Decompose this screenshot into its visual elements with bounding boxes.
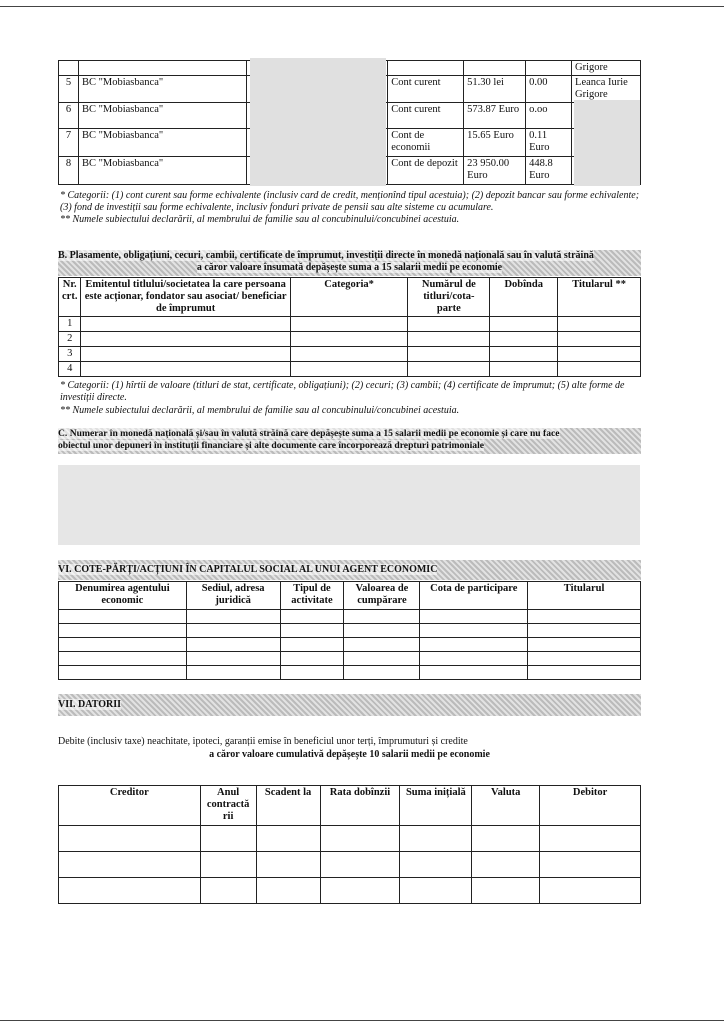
cell xyxy=(420,652,528,666)
col-header: Dobînda xyxy=(490,278,558,317)
col-header: Suma inițială xyxy=(400,786,472,826)
cell xyxy=(558,347,641,362)
col-header: Titularul xyxy=(528,582,641,610)
col-header: Rata dobînzii xyxy=(320,786,400,826)
cell xyxy=(290,332,408,347)
titular-cell: Grigore xyxy=(572,61,641,76)
section-vii-table xyxy=(58,785,641,904)
row-number: 5 xyxy=(59,76,79,103)
col-header: Categoria* xyxy=(290,278,408,317)
cell xyxy=(408,317,490,332)
account-interest: 0.11 Euro xyxy=(526,129,572,157)
account-sum: 573.87 Euro xyxy=(464,103,526,129)
section-vii-intro-line1: Debite (inclusiv taxe) neachitate, ipoteci, garanții emise în beneficiul unor terți, împrumuturi și credite xyxy=(58,736,468,747)
titular-note: ** Numele subiectului declarării, al membrului de familie sau al concubinului/concubinei acestuia. xyxy=(60,405,460,416)
section-b-title-line2: a căror valoare însumată depășește suma a 15 salarii medii pe economie xyxy=(196,262,503,273)
categories-note: * Categorii: (1) hîrtii de valoare (titluri de stat, certificate, obligațiuni); (2) cecuri; (3) cambii; (4) certificate de împrumut; (5) alte forme de investiții directe. xyxy=(60,380,625,403)
cell xyxy=(344,610,420,624)
cell xyxy=(408,332,490,347)
cell xyxy=(420,624,528,638)
cell xyxy=(186,638,280,652)
cell xyxy=(472,826,540,852)
cell xyxy=(490,332,558,347)
cell xyxy=(59,878,201,904)
section-c-title-line1: C. Numerar în monedă națională și/sau în valută străină care depășește suma a 15 salarii medii pe economie și care nu face xyxy=(58,428,560,439)
col-header: Cota de participare xyxy=(420,582,528,610)
cell xyxy=(200,852,256,878)
cell xyxy=(490,317,558,332)
cell xyxy=(280,666,344,680)
cell xyxy=(320,826,400,852)
account-category: Cont de economii xyxy=(388,129,464,157)
cell xyxy=(344,624,420,638)
account-sum: 15.65 Euro xyxy=(464,129,526,157)
row-number: 3 xyxy=(59,347,81,362)
cell xyxy=(59,624,187,638)
bank-name: BC "Mobiasbanca" xyxy=(78,157,246,185)
section-vii-title: VII. DATORII xyxy=(58,699,121,710)
cell xyxy=(200,826,256,852)
section-b-table xyxy=(58,277,641,377)
cell xyxy=(420,638,528,652)
cell xyxy=(490,362,558,377)
cell xyxy=(528,652,641,666)
col-header: Anul contractă rii xyxy=(200,786,256,826)
cell xyxy=(408,362,490,377)
cell xyxy=(558,332,641,347)
bank-name: BC "Mobiasbanca" xyxy=(78,76,246,103)
categories-note: * Categorii: (1) cont curent sau forme echivalente (inclusiv card de credit, menționînd tipul acestuia); (2) depozit bancar sau forme echivalente; (3) fond de investiții sau forme echivalente, inclusiv fonduri private de pensii sau alte sisteme cu acumulare. xyxy=(60,190,640,213)
redaction-block xyxy=(58,465,640,545)
cell xyxy=(290,347,408,362)
cell xyxy=(540,826,641,852)
cell xyxy=(280,624,344,638)
section-b-title-line1: B. Plasamente, obligațiuni, cecuri, cambii, certificate de împrumut, investiții directe în monedă națională sau în valută străină xyxy=(58,250,594,261)
row-number: 6 xyxy=(59,103,79,129)
cell xyxy=(472,852,540,878)
col-header: Valuta xyxy=(472,786,540,826)
section-vi-table xyxy=(58,581,641,680)
cell xyxy=(290,362,408,377)
cell xyxy=(400,826,472,852)
col-header: Tipul de activitate xyxy=(280,582,344,610)
cell xyxy=(526,61,572,76)
bank-name: BC "Mobiasbanca" xyxy=(78,129,246,157)
cell xyxy=(186,610,280,624)
cell xyxy=(344,638,420,652)
row-number: 1 xyxy=(59,317,81,332)
col-header: Sediul, adresa juridică xyxy=(186,582,280,610)
cell xyxy=(280,638,344,652)
col-header: Emitentul titlului/societatea la care persoana este acționar, fondator sau asociat/ beneficiar de împrumut xyxy=(81,278,290,317)
cell xyxy=(280,610,344,624)
cell xyxy=(59,638,187,652)
cell xyxy=(59,666,187,680)
row-number: 7 xyxy=(59,129,79,157)
cell xyxy=(59,826,201,852)
cell xyxy=(81,362,290,377)
cell xyxy=(464,61,526,76)
cell xyxy=(490,347,558,362)
bank-name: BC "Mobiasbanca" xyxy=(78,103,246,129)
section-c-header xyxy=(58,428,641,454)
col-header: Scadent la xyxy=(256,786,320,826)
col-header: Debitor xyxy=(540,786,641,826)
cell xyxy=(256,826,320,852)
section-b-header xyxy=(58,250,641,276)
cell xyxy=(186,652,280,666)
cell xyxy=(420,610,528,624)
bottom-rule xyxy=(0,1020,724,1021)
section-vi-title: VI. COTE-PĂRȚI/ACȚIUNI ÎN CAPITALUL SOCIAL AL UNUI AGENT ECONOMIC xyxy=(58,564,438,575)
cell xyxy=(256,878,320,904)
cell xyxy=(420,666,528,680)
account-sum: 23 950.00 Euro xyxy=(464,157,526,185)
cell xyxy=(400,852,472,878)
col-header: Valoarea de cumpărare xyxy=(344,582,420,610)
cell xyxy=(558,317,641,332)
row-number: 8 xyxy=(59,157,79,185)
cell xyxy=(388,61,464,76)
section-vi-header xyxy=(58,560,641,580)
col-header: Titularul ** xyxy=(558,278,641,317)
account-interest: o.oo xyxy=(526,103,572,129)
cell xyxy=(290,317,408,332)
section-vii-intro-line2: a căror valoare cumulativă depășește 10 salarii medii pe economie xyxy=(209,749,490,760)
cell xyxy=(280,652,344,666)
cell xyxy=(400,878,472,904)
cell xyxy=(59,610,187,624)
account-interest: 448.8 Euro xyxy=(526,157,572,185)
section-vii-header xyxy=(58,694,641,716)
account-category: Cont curent xyxy=(388,103,464,129)
cell xyxy=(408,347,490,362)
cell xyxy=(320,852,400,878)
cell xyxy=(528,638,641,652)
redaction-block xyxy=(574,100,640,186)
cell xyxy=(81,317,290,332)
cell xyxy=(78,61,246,76)
col-header: Nr. crt. xyxy=(59,278,81,317)
cell xyxy=(320,878,400,904)
cell xyxy=(81,347,290,362)
cell xyxy=(81,332,290,347)
account-category: Cont de depozit xyxy=(388,157,464,185)
cell xyxy=(528,666,641,680)
top-rule xyxy=(0,6,724,7)
titular-note: ** Numele subiectului declarării, al membrului de familie sau al concubinului/concubinei acestuia. xyxy=(60,214,460,225)
cell xyxy=(528,610,641,624)
col-header: Denumirea agentului economic xyxy=(59,582,187,610)
account-interest: 0.00 xyxy=(526,76,572,103)
cell xyxy=(540,852,641,878)
section-vii-intro xyxy=(58,735,641,761)
section-c-title-line2: obiectul unor depuneri în instituții financiare și alte documente care încorporează drepturi patrimoniale xyxy=(58,440,485,451)
col-header: Creditor xyxy=(59,786,201,826)
cell xyxy=(472,878,540,904)
account-category: Cont curent xyxy=(388,76,464,103)
titular-cell: Leanca Iurie Grigore xyxy=(572,76,641,103)
cell xyxy=(528,624,641,638)
cell xyxy=(344,666,420,680)
cell xyxy=(59,652,187,666)
cell xyxy=(200,878,256,904)
cell xyxy=(186,624,280,638)
cell xyxy=(256,852,320,878)
cell xyxy=(186,666,280,680)
col-header: Numărul de titluri/cota-parte xyxy=(408,278,490,317)
row-number: 4 xyxy=(59,362,81,377)
row-number: 2 xyxy=(59,332,81,347)
cell xyxy=(344,652,420,666)
redaction-block xyxy=(250,58,386,186)
cell xyxy=(59,61,79,76)
cell xyxy=(558,362,641,377)
cell xyxy=(540,878,641,904)
account-sum: 51.30 lei xyxy=(464,76,526,103)
cell xyxy=(59,852,201,878)
